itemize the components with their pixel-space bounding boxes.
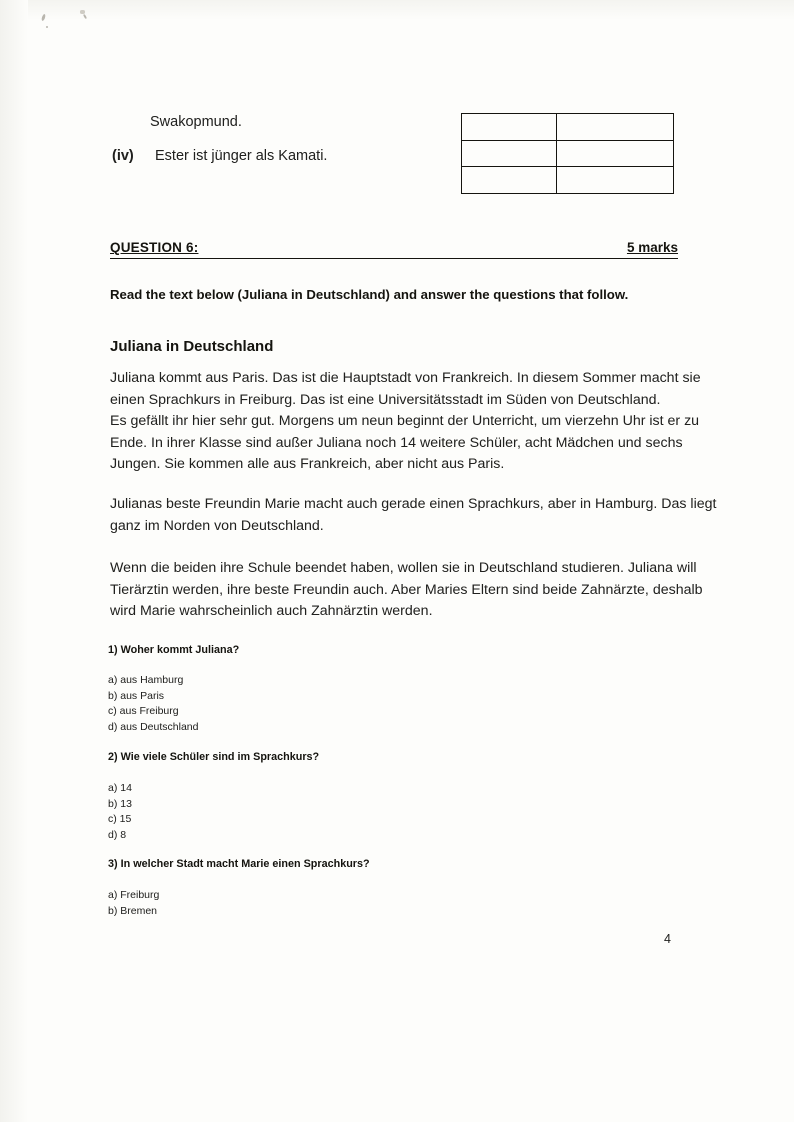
option-item[interactable]: d) 8 xyxy=(108,828,127,841)
option-item[interactable]: a) Freiburg xyxy=(108,889,160,901)
reading-paragraph-3: Wenn die beiden ihre Schule beendet haben, wollen sie in Deutschland studieren. Juliana will Tierärztin werden, ihre beste Freundin auch. Aber Maries Eltern sind beide Zahnärzte, deshalb wird Marie wahrscheinlich auch Zahnärztin werden. xyxy=(110,560,703,619)
question-3-prompt xyxy=(108,858,370,870)
reading-text-title: Juliana in Deutschland xyxy=(110,338,274,355)
option-item[interactable]: b) aus Paris xyxy=(108,689,165,702)
fragment-item-number: (iv) xyxy=(112,148,134,164)
option-item[interactable]: c) 15 xyxy=(108,813,132,825)
option-item[interactable]: b) Bremen xyxy=(108,904,158,917)
question-label: QUESTION 6: xyxy=(110,240,199,255)
question-3-options xyxy=(108,888,159,919)
option-item[interactable]: d) aus Deutschland xyxy=(108,720,199,733)
table-cell[interactable] xyxy=(556,167,673,194)
fragment-trailing-word: Swakopmund. xyxy=(150,114,242,130)
table-cell[interactable] xyxy=(556,114,673,141)
page-number: 4 xyxy=(664,932,671,946)
option-item[interactable]: c) aus Freiburg xyxy=(108,705,179,717)
table-cell[interactable] xyxy=(462,167,557,194)
table-row xyxy=(462,140,674,167)
table-cell[interactable] xyxy=(462,114,557,141)
question-2-number: 2) xyxy=(108,751,118,763)
question-2-text: Wie viele Schüler sind im Sprachkurs? xyxy=(120,751,320,763)
table-row xyxy=(462,114,674,141)
instruction-text: Read the text below (Juliana in Deutschland) and answer the questions that follow. xyxy=(110,287,629,302)
question-2-prompt xyxy=(108,751,319,763)
question-1-number: 1) xyxy=(108,644,118,656)
fragment-item-text: Ester ist jünger als Kamati. xyxy=(155,148,328,164)
question-2-options xyxy=(108,781,132,843)
reading-paragraph-1: Juliana kommt aus Paris. Das ist die Hauptstadt von Frankreich. In diesem Sommer macht sie einen Sprachkurs in Freiburg. Das ist eine Universitätsstadt im Süden von Deutschland. Es gefällt ihr hier sehr gut. Morgens um neun beginnt der Unterricht, um vierzehn Uhr ist er zu Ende. In ihrer Klasse sind außer Juliana noch 14 weitere Schüler, acht Mädchen und sechs Jungen. Sie kommen alle aus Frankreich, aber nicht aus Paris. xyxy=(110,370,701,472)
question-header xyxy=(110,240,678,255)
table-row xyxy=(462,167,674,194)
table-cell[interactable] xyxy=(556,140,673,167)
question-1-text: Woher kommt Juliana? xyxy=(120,644,240,656)
question-3-number: 3) xyxy=(108,858,118,870)
question-marks: 5 marks xyxy=(626,240,678,255)
reading-paragraph-2: Julianas beste Freundin Marie macht auch gerade einen Sprachkurs, aber in Hamburg. Das liegt ganz im Norden von Deutschland. xyxy=(110,496,717,534)
option-item[interactable]: b) 13 xyxy=(108,797,132,810)
question-1-prompt xyxy=(108,644,239,656)
table-cell[interactable] xyxy=(462,140,557,167)
option-item[interactable]: a) 14 xyxy=(108,782,132,794)
question-1-options xyxy=(108,673,198,735)
option-item[interactable]: a) aus Hamburg xyxy=(108,674,184,686)
answer-table xyxy=(461,113,674,194)
question-header-rule xyxy=(110,258,678,259)
question-3-text: In welcher Stadt macht Marie einen Sprachkurs? xyxy=(120,858,370,870)
